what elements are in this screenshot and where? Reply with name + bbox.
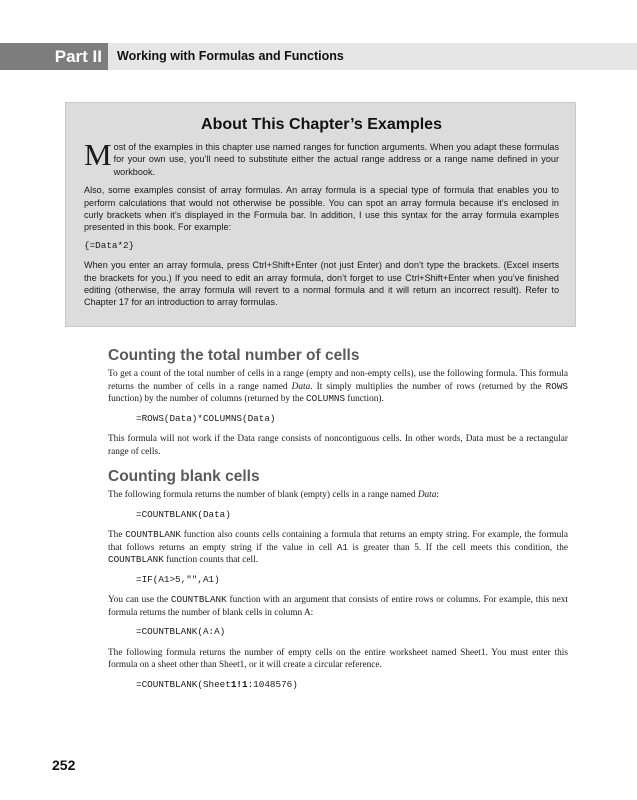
sidebar-paragraph-1 <box>84 137 559 178</box>
text-run: function also counts cells containing a formula that returns an empty string. For example, the formula that follows returns an empty string if the value in cell <box>108 530 568 553</box>
text-run: function with an argument that consists of entire rows or columns. For example, this next formula returns the number of blank cells in column A: <box>108 595 568 618</box>
text-run: function) by the number of columns (returned by the <box>108 394 307 404</box>
code-run: =COUNTBLANK(Sheet <box>136 678 231 690</box>
text-run: function counts that cell. <box>163 555 259 565</box>
sidebar-title: About This Chapter’s Examples <box>201 116 442 133</box>
inline-code: COUNTBLANK <box>170 594 227 605</box>
code-run-bold: 1!1 <box>230 678 248 690</box>
code-countblank-data: =COUNTBLANK(Data) <box>136 508 231 520</box>
section2-paragraph-4: The following formula returns the number of empty cells on the entire worksheet named Sheet1. You must enter this formula on a sheet other than Sheet1, or it will create a circular reference. <box>108 647 568 670</box>
inline-code: A1 <box>336 541 348 553</box>
code-countblank-sheet <box>136 679 568 692</box>
section2-paragraph-2 <box>108 529 568 567</box>
text-run: : <box>436 490 440 500</box>
inline-code: COLUMNS <box>306 393 346 404</box>
code-rows-columns: =ROWS(Data)*COLUMNS(Data) <box>136 412 276 424</box>
code-run: :1048576) <box>247 678 298 690</box>
inline-code: ROWS <box>545 380 568 392</box>
code-countblank-column: =COUNTBLANK(A:A) <box>136 626 226 637</box>
sidebar-paragraph-3: When you enter an array formula, press Ctrl+Shift+Enter (not just Enter) and don’t type the brackets. (Excel inserts the brackets for you.) If you need to edit an array formula, don’t forget to use Ctrl+Shift+Enter when you’ve finished editing (otherwise, the array formula will revert to a normal formula and it will return an incorrect result). Refer to Chapter 17 for an introduction to array formulas. <box>84 260 559 308</box>
text-run: . It simply multiplies the number of rows (returned by the <box>310 381 546 392</box>
section1-paragraph-1 <box>108 368 568 406</box>
inline-code: COUNTBLANK <box>108 554 164 565</box>
sidebar-code-example: {=Data*2} <box>84 239 135 251</box>
code-if-formula: =IF(A1>5,"",A1) <box>136 573 220 585</box>
sidebar-box <box>65 102 576 327</box>
text-run: The following formula returns the number of blank (empty) cells in a range named <box>108 490 418 500</box>
italic-run: Data <box>291 381 311 392</box>
text-run: You can use the <box>108 595 171 605</box>
drop-cap: M <box>84 137 112 172</box>
text-run: is greater than 5. If the cell meets this condition, the <box>347 542 568 553</box>
section2-paragraph-1 <box>108 489 568 502</box>
text-run: To get a count of the total number of cells in a range (empty and non-empty cells), use the following formula. This formula returns the number of cells in a range named <box>108 369 568 392</box>
section1-paragraph-2: This formula will not work if the Data range consists of noncontiguous cells. In other words, Data must be a rectangular range of cells. <box>108 434 568 457</box>
italic-run: Data <box>417 490 437 500</box>
page-number: 252 <box>52 757 76 773</box>
sidebar-paragraph-2: Also, some examples consist of array formulas. An array formula is a special type of formula that enables you to perform calculations that would not otherwise be possible. You can spot an array formula because it’s enclosed in curly brackets when it’s displayed in the Formula bar. In addition, I use this syntax for the array formula examples presented in this book. For example: <box>84 185 559 233</box>
section-heading-total-cells: Counting the total number of cells <box>108 347 360 364</box>
sidebar-paragraph-1-text: ost of the examples in this chapter use named ranges for function arguments. When you adapt these formulas for your own use, you’ll need to substitute either the actual range address or a range name defined in your workbook. <box>113 142 559 177</box>
text-run: The <box>108 530 126 540</box>
section2-paragraph-3 <box>108 594 568 619</box>
inline-code: COUNTBLANK <box>125 529 182 540</box>
main-content <box>108 346 568 699</box>
part-label: Part II <box>0 43 108 70</box>
section-heading-blank-cells: Counting blank cells <box>108 468 260 485</box>
text-run: function). <box>345 394 384 404</box>
running-header-title: Working with Formulas and Functions <box>117 49 344 63</box>
